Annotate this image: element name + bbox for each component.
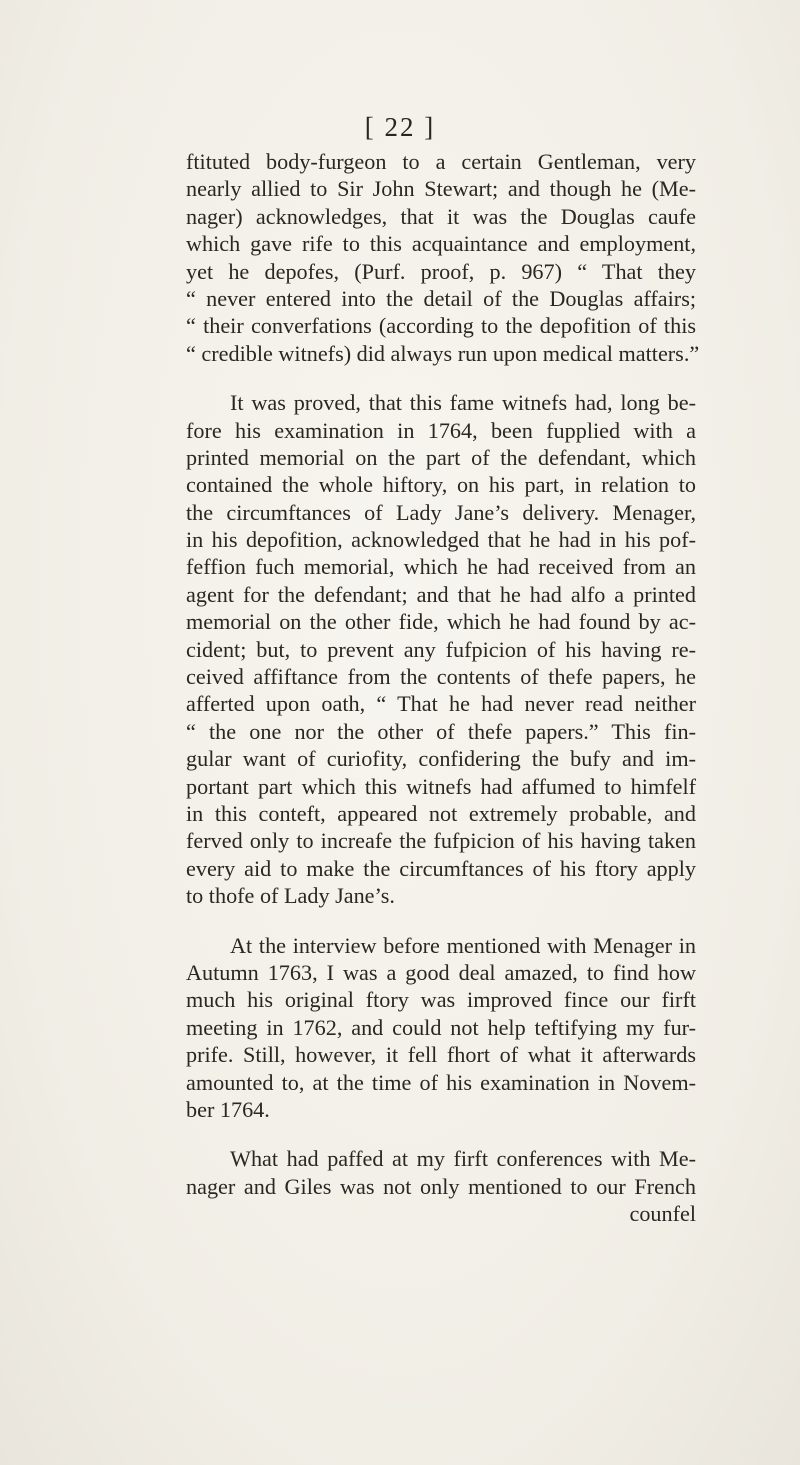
text-line: yet he depofes, (Purf. proof, p. 967) “ That they — [186, 258, 696, 284]
text-line: ftituted body-furgeon to a certain Gentleman, very — [186, 149, 696, 174]
text-line: “ their converfations (according to the depofition of this — [186, 313, 696, 339]
page-number-header: [ 22 ] — [364, 112, 436, 142]
text-line: “ the one nor the other of thefe papers.” This fin- — [186, 718, 696, 744]
text-line: nager) acknowledges, that it was the Douglas caufe — [186, 203, 696, 229]
text-line: ferved only to increafe the fufpicion of his having taken — [186, 828, 696, 854]
text-line: fore his examination in 1764, been fupplied with a — [186, 417, 696, 443]
text-line: which gave rife to this acquaintance and employment, — [186, 231, 696, 257]
text-line: portant part which this witnefs had affumed to himfelf — [186, 773, 696, 799]
text-line: the circumftances of Lady Jane’s delivery. Menager, — [186, 499, 696, 525]
text-line: “ credible witnefs) did always run upon medical matters.” — [186, 340, 700, 366]
paragraph-gap — [186, 1123, 696, 1145]
text-line: in this conteft, appeared not extremely probable, and — [186, 800, 696, 826]
text-line: every aid to make the circumftances of his ftory apply — [186, 855, 696, 881]
text-line: in his depofition, acknowledged that he had in his pof- — [186, 527, 696, 553]
text-line: memorial on the other fide, which he had found by ac- — [186, 609, 696, 635]
text-line: What had paffed at my firft conferences with Me- — [230, 1146, 696, 1172]
text-line: prife. Still, however, it fell fhort of what it afterwards — [186, 1042, 696, 1068]
text-line: to thofe of Lady Jane’s. — [186, 883, 395, 909]
text-line: afferted upon oath, “ That he had never read neither — [186, 691, 696, 717]
text-line: ber 1764. — [186, 1096, 270, 1122]
text-line: contained the whole hiftory, on his part, in relation to — [186, 472, 696, 498]
catchword: counfel — [629, 1201, 696, 1227]
text-line: nager and Giles was not only mentioned to our French — [186, 1173, 696, 1199]
text-line: ceived affiftance from the contents of thefe papers, he — [186, 664, 696, 690]
paragraph-gap — [186, 367, 696, 389]
text-line: It was proved, that this fame witnefs had, long be- — [230, 390, 696, 416]
text-line: printed memorial on the part of the defendant, which — [186, 444, 696, 470]
text-line: agent for the defendant; and that he had alfo a printed — [186, 581, 696, 607]
paragraph-gap — [186, 910, 696, 932]
text-line: Autumn 1763, I was a good deal amazed, to find how — [186, 959, 696, 985]
text-line: At the interview before mentioned with Menager in — [230, 932, 696, 958]
text-line: meeting in 1762, and could not help teftifying my fur- — [186, 1014, 696, 1040]
text-line: amounted to, at the time of his examination in Novem- — [186, 1069, 696, 1095]
page-body — [186, 148, 700, 1227]
text-line: nearly allied to Sir John Stewart; and though he (Me- — [186, 176, 696, 202]
text-line: cident; but, to prevent any fufpicion of his having re- — [186, 636, 696, 662]
text-line: much his original ftory was improved fince our firft — [186, 987, 696, 1013]
text-line: gular want of curiofity, confidering the bufy and im- — [186, 746, 696, 772]
text-line: feffion fuch memorial, which he had received from an — [186, 554, 696, 580]
text-line: “ never entered into the detail of the Douglas affairs; — [186, 285, 696, 311]
